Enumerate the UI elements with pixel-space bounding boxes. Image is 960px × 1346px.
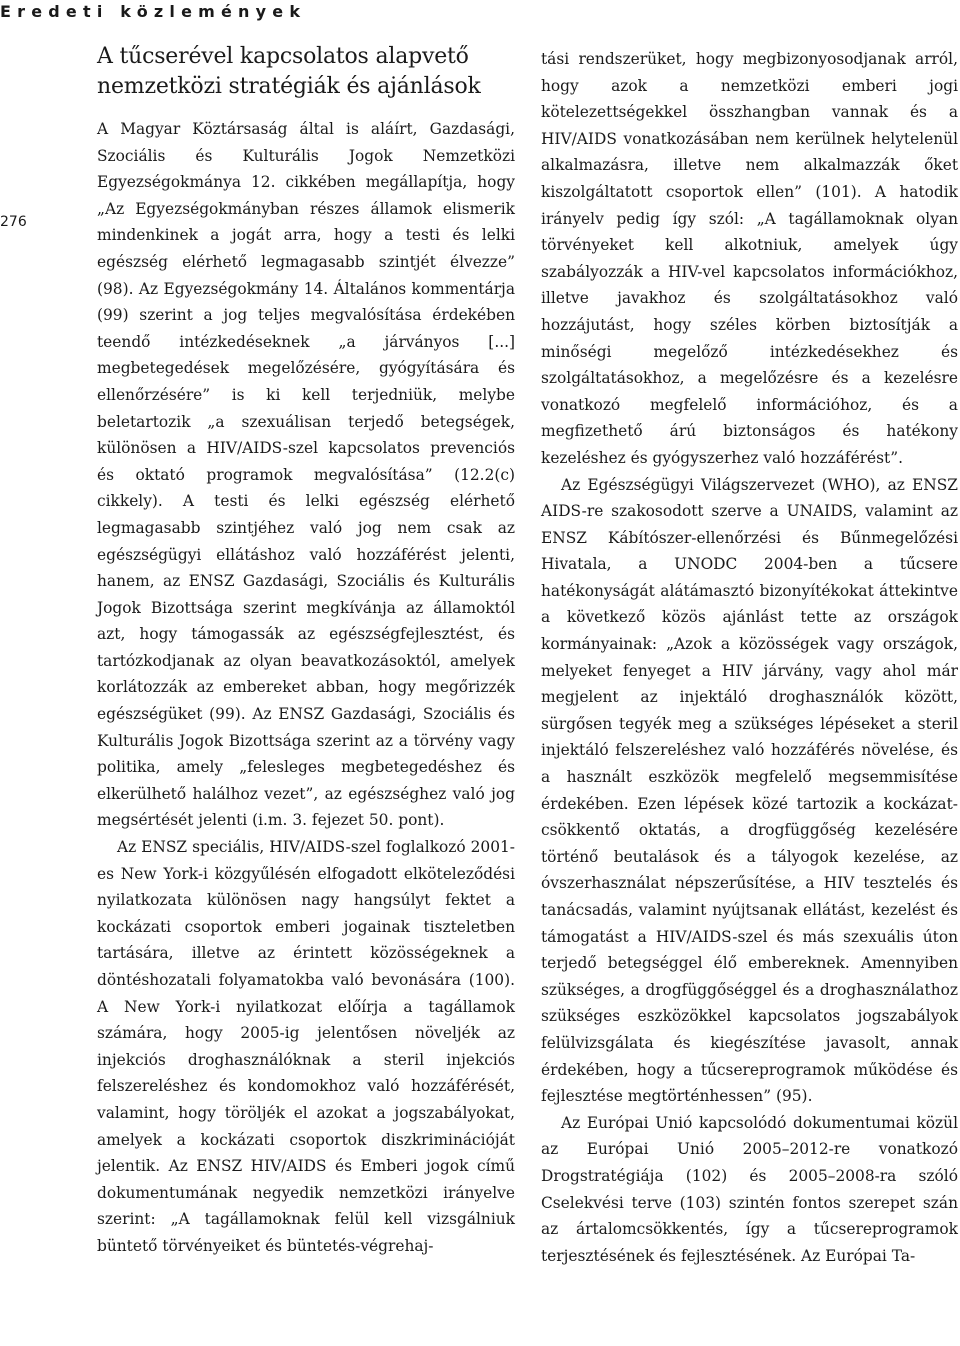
paragraph-4: Az Egészségügyi Világszervezet (WHO), az ENSZ AIDS-re szakosodott szerve a UNAIDS, valamint az ENSZ Kábítószer-ellenőrzési és Bűnmegelőzési Hivatala, a UNODC 2004-ben a tűcsere hatékonyságát alátámasztó bizonyítékokat áttekintve a következő közös ajánlást tette az országok kormányainak: „Azok a közösségek vagy országok, melyeket fenyeget a HIV járvány, vagy ahol már megjelent az injektáló droghasználók között, sürgősen tegyék meg a szükséges lépéseket a steril injektáló felszereléshez való hozzáférés növelése, és a használt eszközök megfelelő megsemmisítése érdekében. Ezen lépések közé tartozik a kockázat-csökkentő oktatás, a drogfüggőség kezelésére történő beutalások és a tályogok kezelése, az óvszerhasználat népszerűsítése, a HIV tesztelés és tanácsadás, valamint nyújtsanak ellátást, kezelést és támogatást a HIV/AIDS-szel és más szexuális úton terjedő betegséggel élő embereknek. Amennyiben szükséges, a drogfüggőséggel és a droghasználathoz szükséges eszközökkel kapcsolatos jogszabályok felülvizsgálata és kiegészítése javasolt, annak érdekében, hogy a tűcsereprogramok működése és fejlesztése megtörténhessen” (95).: [541, 475, 958, 1106]
right-column: [541, 46, 958, 1269]
paragraph-5: Az Európai Unió kapcsolódó dokumentumai közül az Európai Unió 2005–2012-re vonatkozó Drogstratégiája (102) és 2005–2008-ra szóló Cselekvési terve (103) szintén fontos szerepet szán az ártalomcsökkentés, így a tűcsereprogramok terjesztésének és fejlesztésének. Az Európai Ta-: [541, 1113, 958, 1265]
section-label: Eredeti közlemények: [0, 2, 307, 21]
page-number: 276: [0, 214, 27, 230]
paragraph-3: tási rendszerüket, hogy megbizonyosodjanak arról, hogy azok a nemzetközi emberi jogi kötelezettségekkel összhangban vannak és a HIV/AIDS vonatkozásában nem kerülnek helytelenül alkalmazásra, illetve nem alkalmazzák őket kiszolgáltatott csoportok ellen” (101). A hatodik irányelv pedig így szól: „A tagállamoknak olyan törvényeket kell alkotniuk, amelyek úgy szabályozzák a HIV-vel kapcsolatos információkhoz, illetve javakhoz és szolgáltatásokhoz való hozzájutást, hogy széles körben biztosítják a minőségi megelőző intézkedésekhez és szolgáltatásokhoz, a megelőzésre és a kezelésre vonatkozó megfelelő információhoz, és a megfizethető árú biztonságos és hatékony kezeléshez és gyógyszerhez való hozzáférést”.: [541, 50, 958, 467]
paragraph-2: Az ENSZ speciális, HIV/AIDS-szel foglalkozó 2001-es New York-i közgyűlésén elfogadott elköteleződési nyilatkozata különösen nagy hangsúlyt fektet a kockázati csoportok emberi jogainak tiszteletben tartására, illetve az érintett közösségeknek a döntéshozatali folyamatokba való bevonására (100). A New York-i nyilatkozat előírja a tagállamok számára, hogy 2005-ig jelentősen növeljék az injekciós droghasználóknak a steril injekciós felszereléshez és kondomokhoz való hozzáférését, valamint, hogy töröljék el azokat a jogszabályokat, amelyek a kockázati csoportok diszkriminációját jelentik. Az ENSZ HIV/AIDS és Emberi jogok című dokumentumának negyedik nemzetközi irányelve szerint: „A tagállamoknak felül kell vizsgálniuk büntető törvényeiket és büntetés-végrehaj-: [97, 838, 515, 1255]
article-title: A tűcserével kapcsolatos alapvető nemzetközi stratégiák és ajánlások: [97, 44, 481, 99]
paragraph-1: A Magyar Köztársaság által is aláírt, Gazdasági, Szociális és Kulturális Jogok Nemzetközi Egyezségokmánya 12. cikkében megállapítja, hogy „Az Egyezségokmányban részes államok elismerik mindenkinek a jogát arra, hogy a testi és lelki egészség elérhető legmagasabb szintjét élvezze” (98). Az Egyezségokmány 14. Általános kommentárja (99) szerint a jog teljes megvalósítása érdekében teendő intézkedéseknek „a járványos [...] megbetegedések megelőzésére, gyógyítására és ellenőrzésére” is ki kell terjedniük, melybe beletartozik „a szexuálisan terjedő betegségek, különösen a HIV/AIDS-szel kapcsolatos prevenciós és oktató programok megvalósítása” (12.2(c) cikkely). A testi és lelki egészség elérhető legmagasabb szintjéhez való jog nem csak az egészségügyi ellátáshoz való hozzáférést jelenti, hanem, az ENSZ Gazdasági, Szociális és Kulturális Jogok Bizottsága szerint megkívánja az államoktól azt, hogy támogassák az egészségfejlesztést, és tartózkodjanak az olyan beavatkozásoktól, amelyek korlátozzák az embereket abban, hogy megőrizzék egészségüket (99). Az ENSZ Gazdasági, Szociális és Kulturális Jogok Bizottsága szerint az a törvény vagy politika, amely „felesleges megbetegedéshez és elkerülhető halálhoz vezet”, az egészséghez való jog megsértését jelenti (i.m. 3. fejezet 50. pont).: [97, 120, 515, 830]
left-column: [97, 42, 515, 1260]
